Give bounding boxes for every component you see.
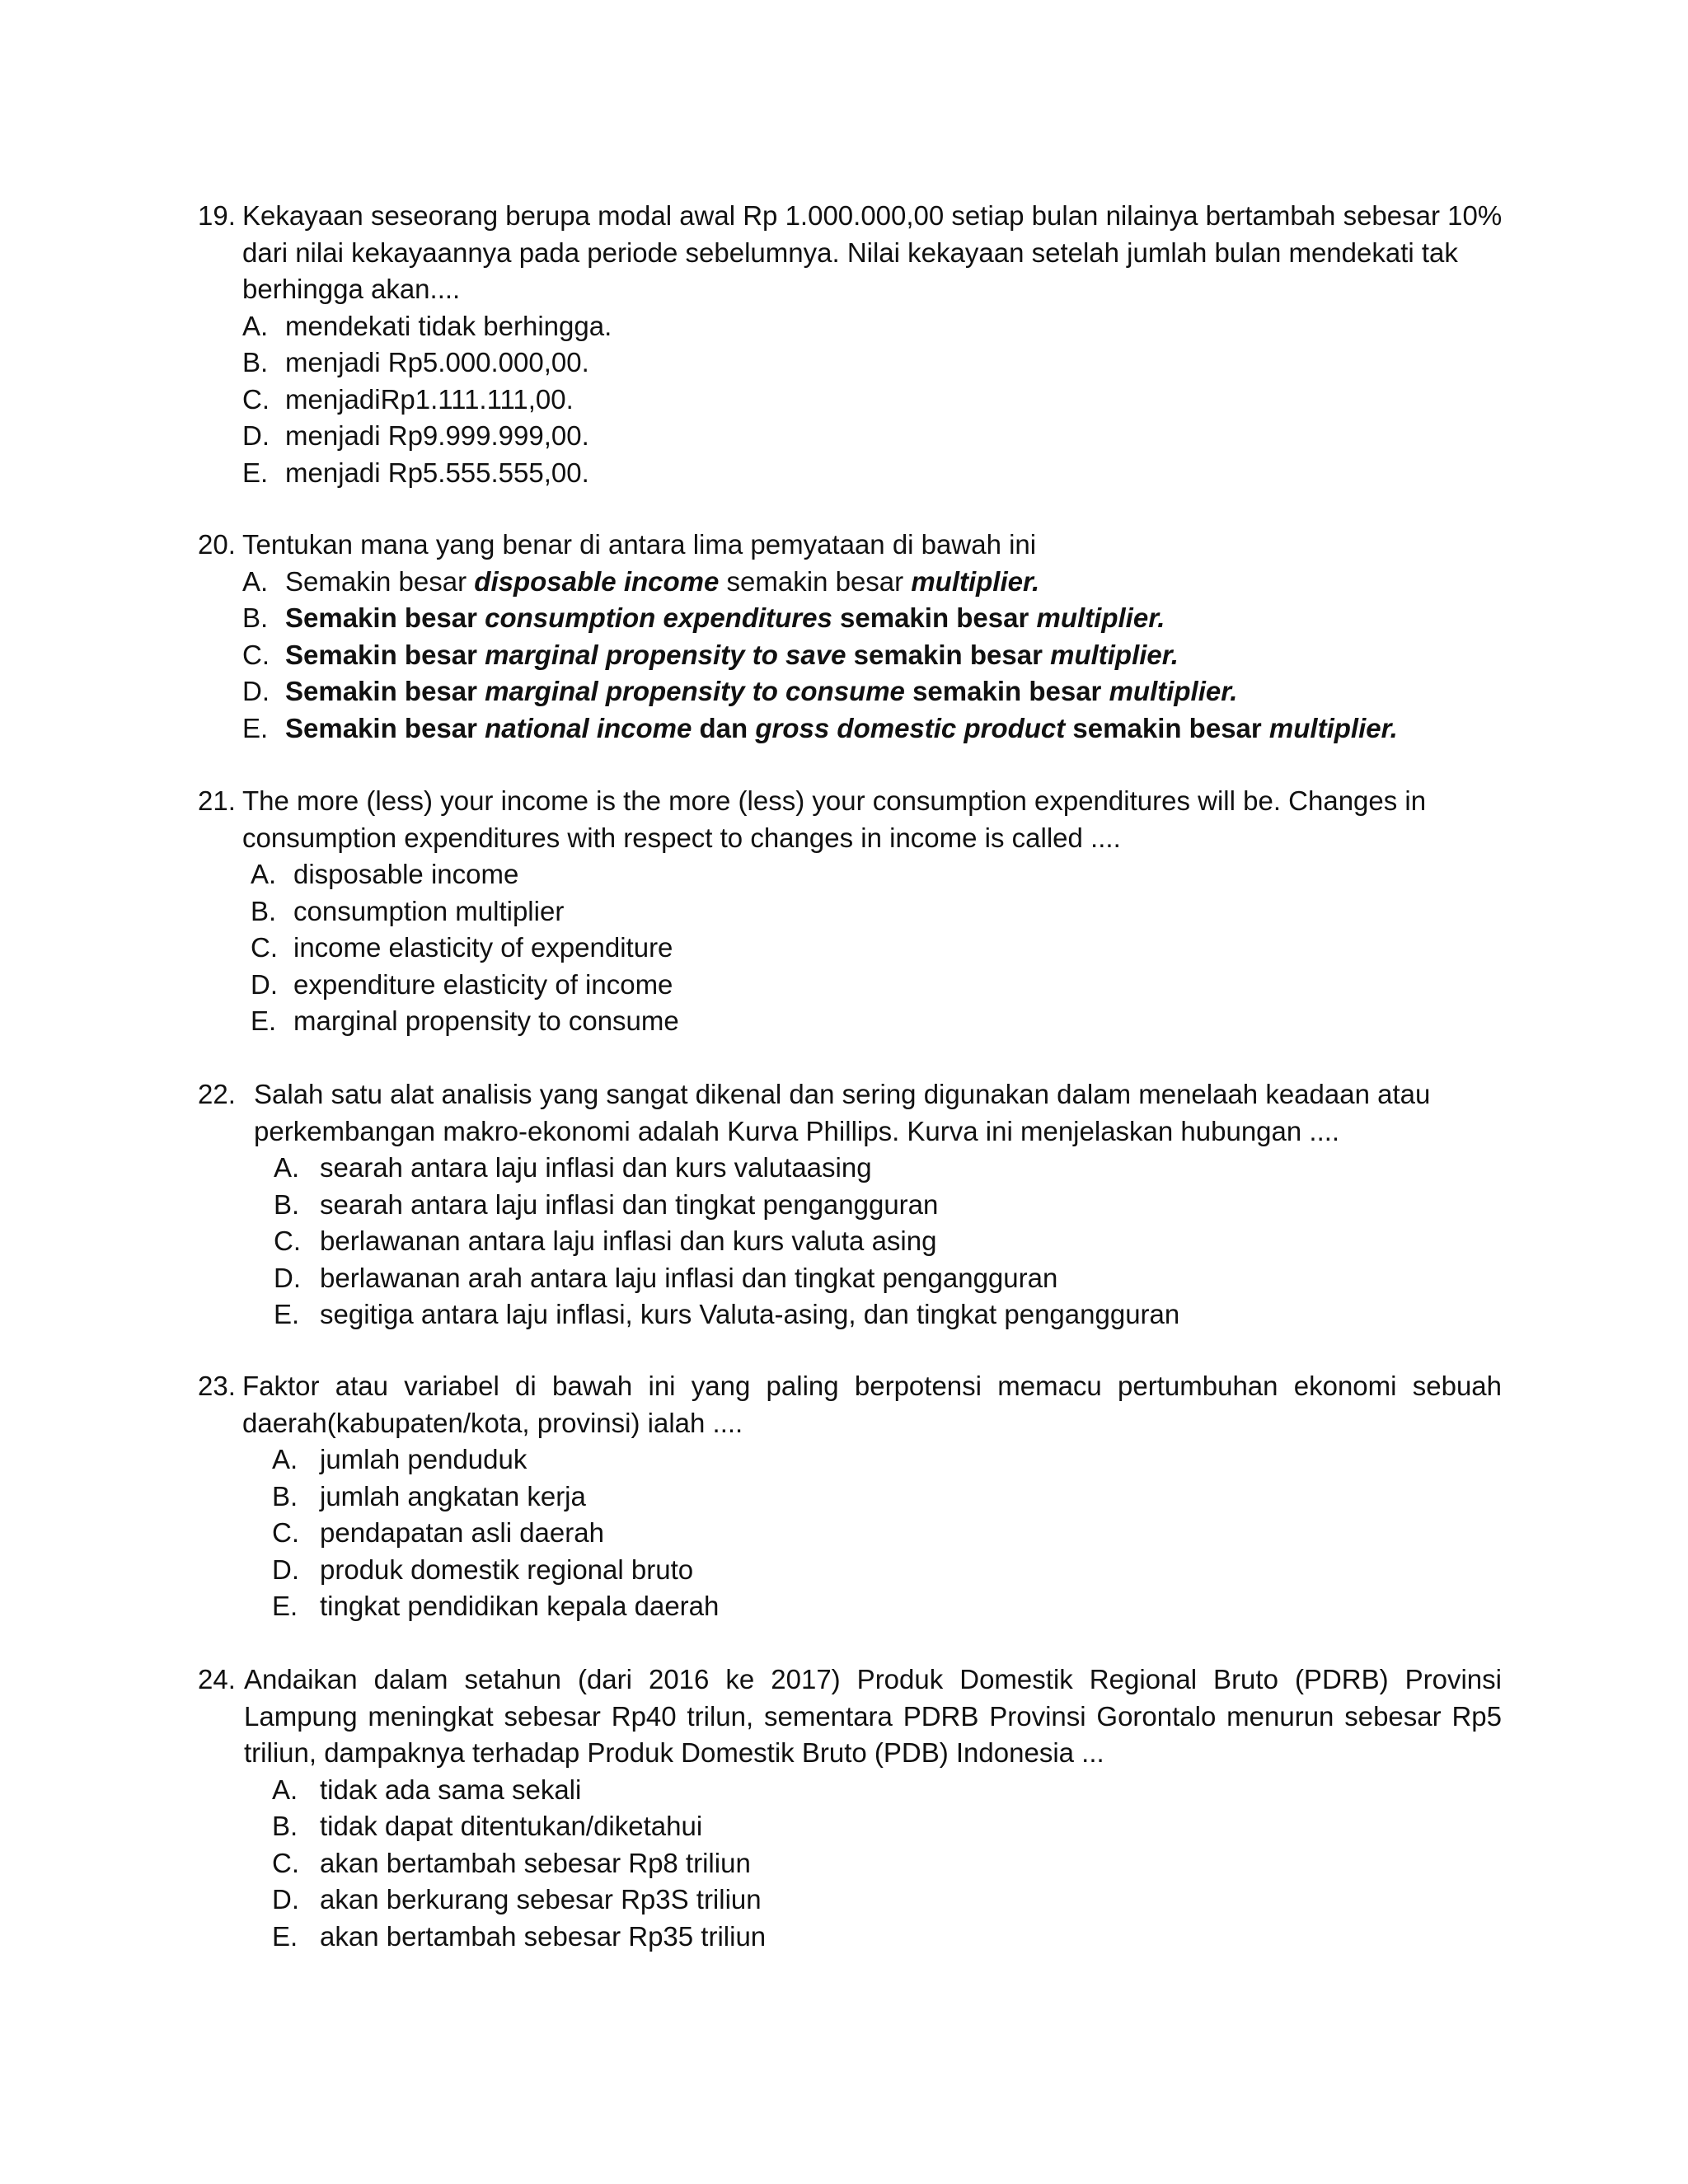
- question-text: Tentukan mana yang benar di antara lima pemyataan di bawah ini: [242, 529, 1037, 560]
- option-text: jumlah angkatan kerja: [320, 1480, 586, 1511]
- option-text: consumption multiplier: [293, 895, 565, 926]
- option-letter: C.: [242, 383, 270, 415]
- option-b: [272, 1479, 1502, 1516]
- option-letter: D.: [242, 420, 270, 451]
- option-text-emphasis: multiplier.: [1036, 602, 1165, 633]
- option-text: [285, 637, 1179, 674]
- option-text: income elasticity of expenditure: [293, 932, 673, 963]
- question-19: [198, 198, 1517, 491]
- option-text-part: Semakin besar: [285, 676, 485, 706]
- option-letter: B.: [272, 1811, 298, 1841]
- question-text: The more (less) your income is the more (less) your consumption expenditures will be. Changes in consumption expenditures with respect to changes in income is called ....: [242, 785, 1427, 853]
- option-letter: E.: [272, 1591, 298, 1621]
- option-text-part: semakin besar: [832, 602, 1037, 633]
- option-e: [242, 455, 1517, 492]
- option-text: produk domestik regional bruto: [320, 1554, 694, 1585]
- option-text: jumlah penduduk: [320, 1444, 528, 1474]
- option-b: [272, 1808, 1502, 1845]
- option-letter: A.: [272, 1774, 298, 1805]
- option-text: segitiga antara laju inflasi, kurs Valuta-asing, dan tingkat pengangguran: [320, 1299, 1180, 1329]
- option-d: [242, 673, 1517, 710]
- option-letter: B.: [242, 602, 269, 633]
- option-letter: C.: [242, 639, 270, 670]
- option-text: tidak dapat ditentukan/diketahui: [320, 1811, 703, 1841]
- option-text-part: semakin besar: [1065, 712, 1269, 743]
- option-c: [272, 1515, 1502, 1552]
- option-text: searah antara laju inflasi dan tingkat pengangguran: [320, 1188, 939, 1220]
- option-text: searah antara laju inflasi dan kurs valutaasing: [320, 1152, 872, 1183]
- option-text-emphasis: marginal propensity to save: [485, 639, 846, 670]
- option-text: berlawanan antara laju inflasi dan kurs valuta asing: [320, 1226, 937, 1256]
- option-letter: E.: [272, 1920, 298, 1952]
- option-text: akan bertambah sebesar Rp35 triliun: [320, 1920, 767, 1952]
- question-23: [198, 1368, 1502, 1625]
- option-text-part: semakin besar: [904, 676, 1109, 706]
- option-text: tingkat pendidikan kepala daerah: [320, 1591, 720, 1621]
- option-a: [242, 308, 1517, 345]
- option-text-emphasis: consumption expenditures: [485, 602, 832, 633]
- option-text-emphasis: multiplier.: [1050, 639, 1179, 670]
- option-letter: E.: [242, 712, 269, 743]
- option-list: [272, 1441, 1502, 1625]
- option-list: [272, 1772, 1502, 1956]
- option-text-emphasis: gross domestic product: [755, 712, 1066, 743]
- option-c: [274, 1223, 1517, 1260]
- question-number: 20.: [198, 529, 236, 560]
- option-text: [285, 673, 1237, 710]
- option-b: [274, 1187, 1517, 1224]
- question-24: [198, 1661, 1502, 1955]
- option-list: [274, 1150, 1517, 1333]
- option-letter: E.: [274, 1299, 300, 1329]
- option-text-part: Semakin besar: [285, 639, 485, 670]
- option-letter: B.: [251, 895, 277, 926]
- question-text: Salah satu alat analisis yang sangat dikenal dan sering digunakan dalam menelaah keadaan atau perkembangan makro-ekonomi adalah Kurva Phillips. Kurva ini menjelaskan hubungan ....: [254, 1079, 1431, 1146]
- option-letter: E.: [242, 457, 269, 488]
- question-number: 23.: [198, 1371, 236, 1401]
- question-21: [198, 783, 1517, 1040]
- option-text: akan bertambah sebesar Rp8 triliun: [320, 1847, 751, 1878]
- option-a: [251, 856, 1517, 893]
- option-c: [251, 930, 1517, 967]
- option-text-emphasis: multiplier.: [1268, 712, 1398, 743]
- option-letter: D.: [251, 968, 278, 1000]
- option-list: [242, 564, 1517, 748]
- option-letter: D.: [242, 676, 270, 706]
- option-d: [274, 1260, 1517, 1297]
- option-letter: C.: [251, 932, 278, 963]
- option-letter: A.: [242, 565, 269, 597]
- option-letter: D.: [272, 1554, 299, 1585]
- option-text-part: Semakin besar: [285, 602, 485, 633]
- option-letter: B.: [242, 347, 269, 377]
- option-list: [242, 308, 1517, 492]
- option-text-part: dan: [692, 712, 756, 743]
- option-text: disposable income: [293, 859, 519, 889]
- option-a: [272, 1772, 1502, 1809]
- option-text-emphasis: disposable income: [474, 565, 720, 597]
- question-number: 22.: [198, 1079, 236, 1109]
- option-text: menjadi Rp5.000.000,00.: [285, 347, 589, 377]
- option-text: pendapatan asli daerah: [320, 1517, 604, 1548]
- option-text: tidak ada sama sekali: [320, 1774, 582, 1805]
- option-text: menjadiRp1.111.111,00.: [285, 383, 574, 415]
- question-number: 19.: [198, 200, 236, 231]
- option-text-emphasis: marginal propensity to consume: [485, 676, 905, 706]
- option-e: [272, 1919, 1502, 1956]
- option-a: [274, 1150, 1517, 1187]
- option-text: marginal propensity to consume: [293, 1005, 679, 1036]
- option-text: [285, 600, 1165, 637]
- option-text-part: semakin besar: [719, 565, 912, 597]
- option-c: [242, 637, 1517, 674]
- option-letter: B.: [274, 1188, 300, 1220]
- option-letter: A.: [251, 859, 277, 889]
- question-text: Kekayaan seseorang berupa modal awal Rp 1.000.000,00 setiap bulan nilainya bertambah sebesar 10% dari nilai kekayaannya pada periode sebelumnya. Nilai kekayaan setelah jumlah bulan mendekati tak berhingga akan....: [242, 200, 1503, 304]
- option-d: [242, 418, 1517, 455]
- option-text: [285, 710, 1398, 748]
- option-letter: D.: [272, 1884, 299, 1915]
- option-c: [272, 1845, 1502, 1882]
- option-letter: B.: [272, 1480, 298, 1511]
- option-text-part: Semakin besar: [285, 565, 475, 597]
- option-text: berlawanan arah antara laju inflasi dan tingkat pengangguran: [320, 1262, 1058, 1293]
- option-letter: C.: [272, 1517, 299, 1548]
- option-text-emphasis: multiplier.: [911, 565, 1040, 597]
- option-letter: C.: [272, 1847, 299, 1878]
- option-b: [251, 893, 1517, 930]
- option-e: [274, 1296, 1517, 1333]
- option-text: menjadi Rp9.999.999,00.: [285, 420, 589, 451]
- option-text-emphasis: multiplier.: [1109, 676, 1238, 706]
- question-text: Andaikan dalam setahun (dari 2016 ke 2017) Produk Domestik Regional Bruto (PDRB) Provinsi Lampung meningkat sebesar Rp40 trilun, sementara PDRB Provinsi Gorontalo menurun sebesar Rp5 triliun, dampaknya terhadap Produk Domestik Bruto (PDB) Indonesia ...: [244, 1664, 1502, 1768]
- option-letter: C.: [274, 1226, 301, 1256]
- option-text: [285, 564, 1039, 601]
- question-number: 24.: [198, 1664, 236, 1694]
- question-22: [198, 1076, 1517, 1333]
- option-text: menjadi Rp5.555.555,00.: [285, 457, 589, 488]
- question-20: [198, 527, 1517, 747]
- option-d: [272, 1552, 1502, 1589]
- option-letter: A.: [242, 310, 269, 341]
- question-number: 21.: [198, 785, 236, 816]
- option-letter: A.: [274, 1152, 300, 1183]
- option-b: [242, 344, 1517, 382]
- option-text: expenditure elasticity of income: [293, 968, 673, 1000]
- option-c: [242, 382, 1517, 419]
- option-list: [251, 856, 1517, 1040]
- option-d: [251, 967, 1517, 1004]
- option-a: [242, 564, 1517, 601]
- option-letter: A.: [272, 1444, 298, 1474]
- option-letter: D.: [274, 1262, 301, 1293]
- option-a: [272, 1441, 1502, 1479]
- option-b: [242, 600, 1517, 637]
- option-d: [272, 1882, 1502, 1919]
- option-text: akan berkurang sebesar Rp3S triliun: [320, 1884, 762, 1915]
- option-text-part: semakin besar: [846, 639, 1051, 670]
- question-text: Faktor atau variabel di bawah ini yang paling berpotensi memacu pertumbuhan ekonomi sebuah daerah(kabupaten/kota, provinsi) ialah ....: [242, 1371, 1502, 1438]
- option-e: [242, 710, 1517, 748]
- option-text-part: Semakin besar: [285, 712, 485, 743]
- option-letter: E.: [251, 1005, 277, 1036]
- option-text: mendekati tidak berhingga.: [285, 310, 612, 341]
- option-e: [272, 1588, 1502, 1625]
- option-text-emphasis: national income: [485, 712, 692, 743]
- option-e: [251, 1003, 1517, 1040]
